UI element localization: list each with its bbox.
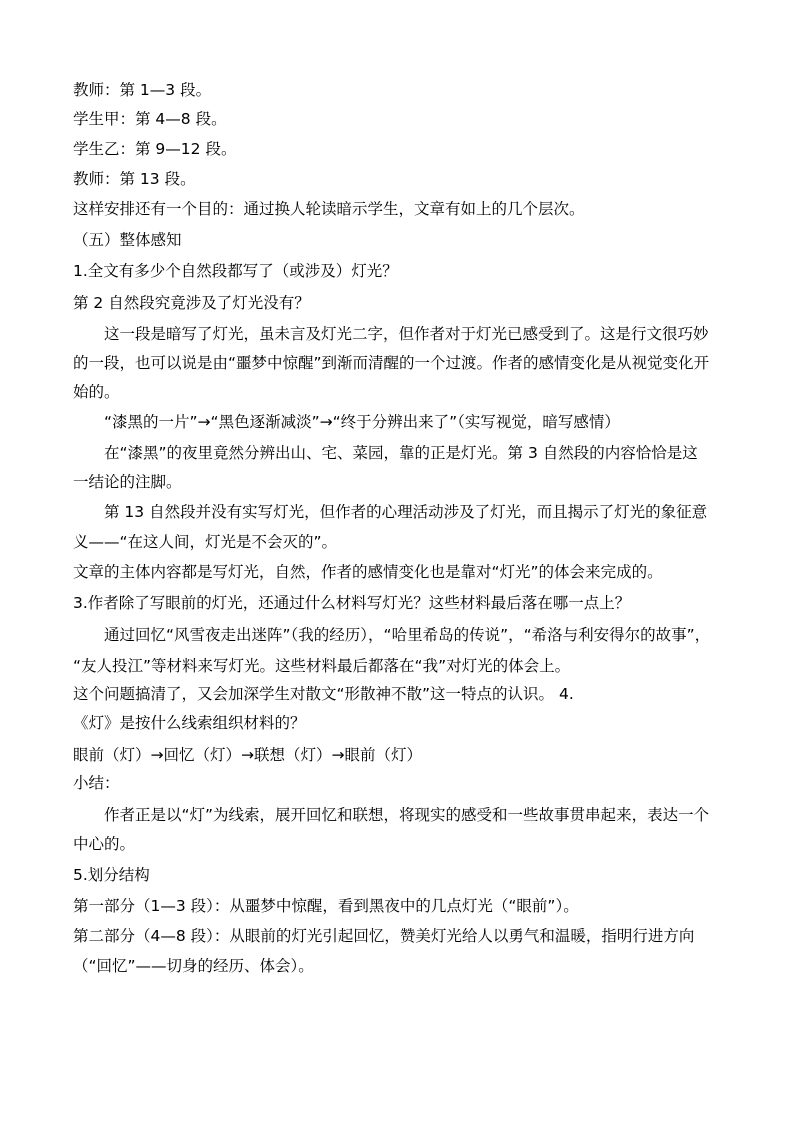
text-line: 第一部分（1—3 段）：从噩梦中惊醒，看到黑夜中的几点灯光（“眼前”）。 bbox=[73, 897, 579, 915]
question-4: 《灯》是按什么线索组织材料的？ bbox=[73, 714, 306, 732]
paragraph-line: 作者正是以“灯”为线索，展开回忆和联想，将现实的感受和一些故事贯串起来，表达一个 bbox=[104, 806, 710, 824]
question-5: 5.划分结构 bbox=[73, 866, 150, 884]
text-line: 教师：第 1—3 段。 bbox=[73, 81, 212, 99]
text-line: 小结： bbox=[73, 774, 120, 792]
text-line: 文章的主体内容都是写灯光，自然，作者的感情变化也是靠对“灯光”的体会来完成的。 bbox=[73, 563, 663, 581]
question-1: 1.全文有多少个自然段都写了（或涉及）灯光？ bbox=[73, 262, 398, 280]
section-heading: （五）整体感知 bbox=[73, 231, 182, 249]
paragraph-line: 通过回忆“风雪夜走出迷阵”（我的经历），“哈里希岛的传说”，“希洛与利安得尔的故事”， bbox=[104, 626, 711, 644]
text-line: 第二部分（4—8 段）：从眼前的灯光引起回忆，赞美灯光给人以勇气和温暖，指明行进方向 bbox=[73, 927, 695, 945]
paragraph-line: “友人投江”等材料来写灯光。这些材料最后都落在“我”对灯光的体会上。 bbox=[73, 657, 571, 675]
text-line: 学生乙：第 9—12 段。 bbox=[73, 140, 237, 158]
paragraph-line: 义——“在这人间，灯光是不会灭的”。 bbox=[73, 533, 338, 551]
text-line: 眼前（灯）→回忆（灯）→联想（灯）→眼前（灯） bbox=[73, 746, 422, 764]
paragraph-line: 第 13 自然段并没有实写灯光，但作者的心理活动涉及了灯光，而且揭示了灯光的象征意 bbox=[104, 503, 708, 521]
question-3: 3.作者除了写眼前的灯光，还通过什么材料写灯光？这些材料最后落在哪一点上？ bbox=[73, 594, 631, 612]
paragraph-line: 的一段，也可以说是由“噩梦中惊醒”到渐而清醒的一个过渡。作者的感情变化是从视觉变化开 bbox=[73, 354, 710, 372]
paragraph-line: 在“漆黑”的夜里竟然分辨出山、宅、菜园，靠的正是灯光。第 3 自然段的内容恰恰是这 bbox=[104, 444, 698, 462]
paragraph-line: “漆黑的一片”→“黑色逐渐减淡”→“终于分辨出来了”（实写视觉，暗写感情） bbox=[104, 413, 620, 431]
paragraph-line: 这一段是暗写了灯光，虽未言及灯光二字，但作者对于灯光已感受到了。这是行文很巧妙 bbox=[104, 325, 709, 343]
text-line: 学生甲：第 4—8 段。 bbox=[73, 110, 227, 128]
paragraph-line: 一结论的注脚。 bbox=[73, 473, 182, 491]
text-line: 这个问题搞清了，又会加深学生对散文“形散神不散”这一特点的认识。 4. bbox=[73, 685, 574, 703]
text-line: 这样安排还有一个目的：通过换人轮读暗示学生，文章有如上的几个层次。 bbox=[73, 200, 585, 218]
text-line: 第 2 自然段究竟涉及了灯光没有？ bbox=[73, 294, 310, 312]
text-line: （“回忆”——切身的经历、体会）。 bbox=[73, 957, 314, 975]
text-line: 教师：第 13 段。 bbox=[73, 170, 196, 188]
paragraph-line: 中心的。 bbox=[73, 835, 136, 853]
paragraph-line: 始的。 bbox=[73, 383, 120, 401]
